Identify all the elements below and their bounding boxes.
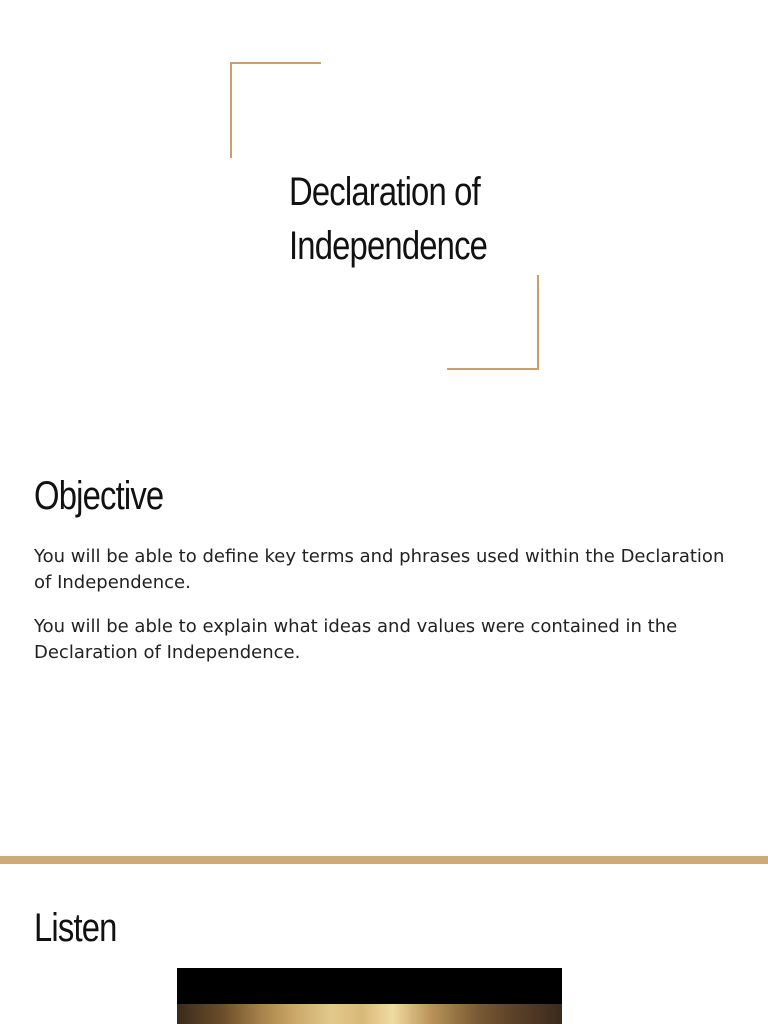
title-slide [0, 0, 768, 430]
listen-heading: Listen [34, 906, 117, 950]
slide-divider [0, 856, 768, 864]
frame-corner-bottom-right-vertical [537, 275, 539, 370]
objective-paragraph-2: You will be able to explain what ideas and values were contained in the Declaration of Independence. [34, 616, 678, 663]
slide-title [289, 165, 549, 273]
title-line-2: Independence [289, 224, 488, 268]
objective-slide [0, 430, 768, 856]
video-thumbnail[interactable] [177, 968, 562, 1024]
frame-corner-top-left-vertical [230, 62, 232, 158]
frame-corner-top-left [230, 62, 321, 64]
title-line-1: Declaration of [289, 170, 480, 214]
painting-image [177, 1004, 562, 1024]
listen-slide [0, 864, 768, 1024]
objective-heading: Objective [34, 474, 164, 518]
objective-paragraph-1: You will be able to define key terms and phrases used within the Declaration of Independence. [34, 546, 725, 593]
frame-corner-bottom-right [447, 368, 539, 370]
